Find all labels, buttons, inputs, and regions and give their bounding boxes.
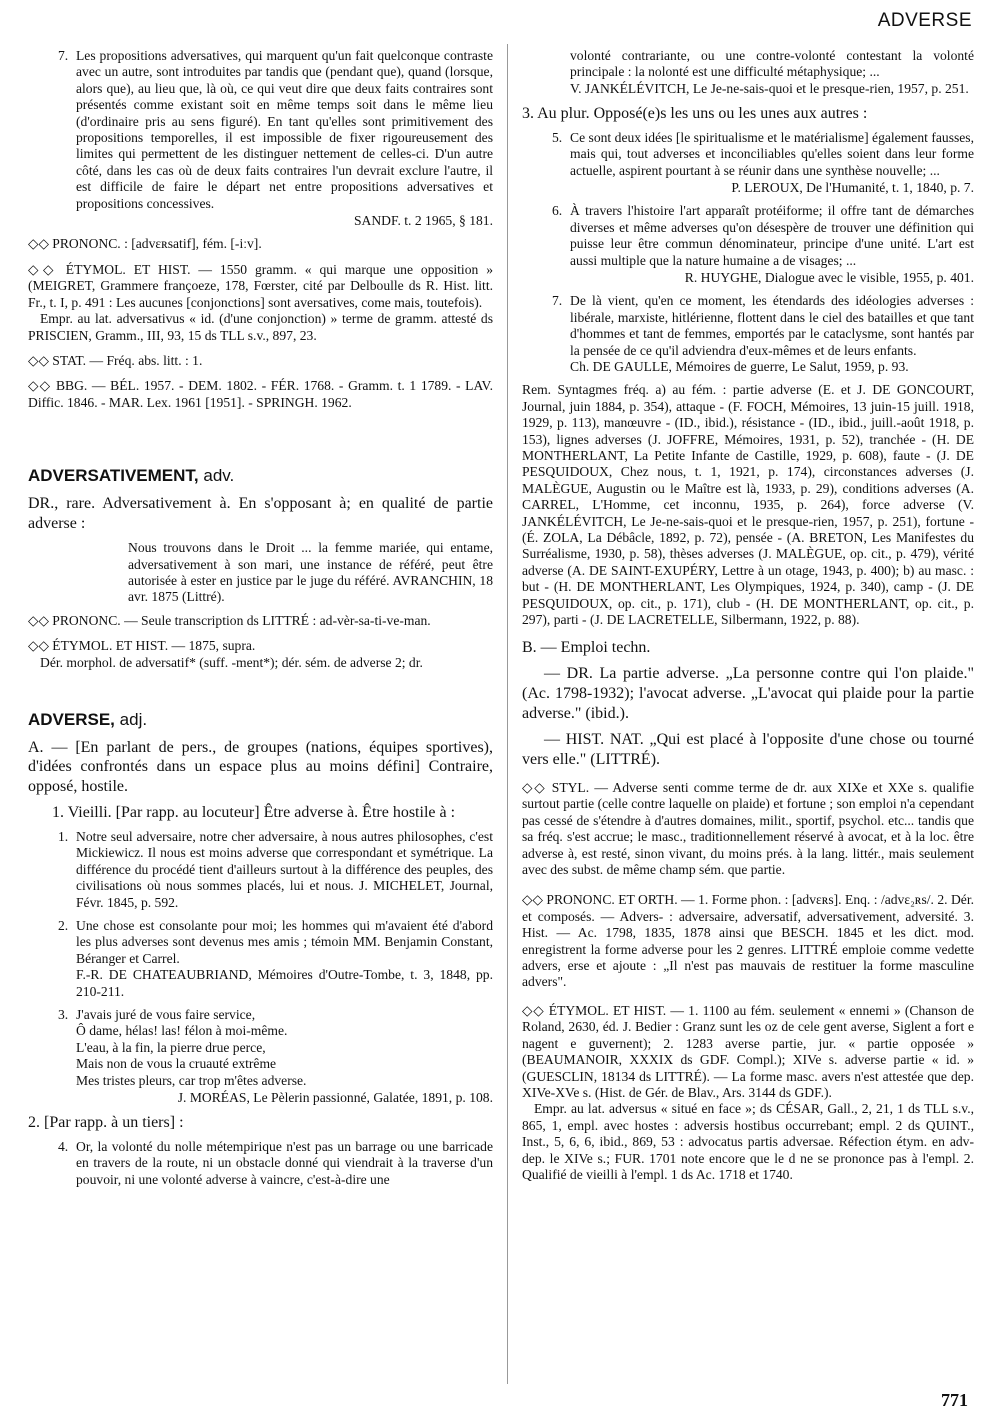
citation-source: P. LEROUX, De l'Humanité, t. 1, 1840, p. 7. xyxy=(731,179,974,195)
citation-source: F.-R. DE CHATEAUBRIAND, Mémoires d'Outre-Tombe, t. 3, 1848, pp. 210-211. xyxy=(76,967,493,999)
citation-3 xyxy=(28,1007,493,1106)
citation-text: De là vient, qu'en ce moment, les étendards des idéologies adverses : libérale, marxiste, hitlérienne, flottent dans le ciel des batailles et que tant d'hommes et tant de femmes, emportés par le cataclysme, sont hantés par la pensée de ce qu'il adviendra d'eux-mêmes et de leurs enfants. xyxy=(570,293,974,358)
verse-line: L'eau, à la fin, la pierre drue perce, xyxy=(76,1039,266,1055)
citation-number: 7. xyxy=(552,293,563,309)
citation-5 xyxy=(522,130,974,197)
subsection-1: 1. Vieilli. [Par rapp. au locuteur] Être adverse à. Être hostile à : xyxy=(52,804,456,822)
headword: ADVERSE, xyxy=(28,709,115,729)
prononc-section: ◇◇ PRONONC. ET ORTH. — 1. Forme phon. : [advɛʀs]. Enq. : /advɛ₂ʀs/. 2. Dér. et composés. — Advers- : adversaire, adversatif, adversativement, adversité. 3. Hist. — Ac. 1798, 1835, 1878 ainsi que BESCH. 1845 et les dict. mod. enregistrent la forme adverse pour les 2 genres. LITTRÉ emploie comme vedette advers, erse et ajoute : „Il n'est pas mauvais de restituer la forme masculine advers". xyxy=(522,892,974,990)
definition: DR., rare. Adversativement à. En s'opposant à; en qualité de partie adverse : xyxy=(28,495,493,532)
etymol-text: Empr. au lat. adversus « situé en face »; ds CÉSAR, Gall., 2, 21, 1 ds TLL s.v., 865, 1, empl. avec hostes : adversis hostibus occurrebant; empl. 2 ds QUINT., Inst., 5, 6, 6, ibid., 869, 53 : advocatus partis adversae. Réfection étym. en adv- dep. le XIVe s.; FUR. 1701 note encore que le d ne se prononce pas à l'empl. 2. Qualifié de vieilli à l'empl. 1 ds Ac. 1718 et 1740. xyxy=(522,1101,974,1182)
citation-4-continued xyxy=(522,48,974,97)
verse-line: Ô dame, hélas! las! félon à moi-même. xyxy=(76,1023,288,1039)
citation-number: 1. xyxy=(58,828,69,844)
etymol-section: ◇◇ ÉTYMOL. ET HIST. — 1875, supra. xyxy=(28,638,256,654)
citation-text: Une chose est consolante pour moi; les hommes qui m'avaient été d'abord les plus adverses sont devenus mes amis ; témoin MM. Benjamin Constant, Béranger et Carrel. xyxy=(76,918,493,966)
technical-use-dr: — DR. La partie adverse. „La personne contre qui l'on plaide." (Ac. 1798-1932); l'avocat adverse. „L'avocat qui plaide pour la partie adverse." (ibid.). xyxy=(522,665,974,722)
citation-text: Ce sont deux idées [le spiritualisme et le matérialisme] également fausses, mais qui, tout adverses et inconciliables qu'elles soient dans leur forme actuelle, aspirent pourtant à se réunir dans une synthèse nouvelle; ... xyxy=(570,129,974,178)
citation-7 xyxy=(522,293,974,375)
citation-4 xyxy=(28,1139,493,1188)
citation xyxy=(28,540,493,606)
verse-line: J'avais juré de vous faire service, xyxy=(76,1007,256,1023)
etymol-text: Dér. morphol. de adversatif* (suff. -ment*); dér. sém. de adverse 2; dr. xyxy=(40,654,423,670)
citation-text: Notre seul adversaire, notre cher adversaire, à nous autres philosophes, c'est Mickiewicz. Il nous est moins adverse que correspondant et symétrique. La différence du procédé tient d'ailleurs surtout à la différence des peuples, des civilisations où nous sommes placés, lui et nous. J. MICHELET, Journal, Févr. 1845, p. 592. xyxy=(76,828,493,910)
citation-source: J. MORÉAS, Le Pèlerin passionné, Galatée, 1891, p. 108. xyxy=(177,1090,493,1106)
citation-text: Or, la volonté du nolle métempirique n'est pas un barrage ou une barricade en travers de la route, ni un obstacle donné qui viendrait à la traverse d'un pouvoir, ni une volonté adverse à vaincre, c'est-à-dire une xyxy=(76,1138,493,1187)
part-of-speech: adv. xyxy=(203,466,235,486)
section-a: A. — [En parlant de pers., de groupes (nations, équipes sportives), d'idées confrontés dans un espace plus au moins défini] Contraire, opposé, hostile. xyxy=(28,738,493,795)
citation-number: 2. xyxy=(58,918,69,933)
citation-7 xyxy=(28,48,493,229)
part-of-speech: adj. xyxy=(119,709,148,729)
citation-source: V. JANKÉLÉVITCH, Le Je-ne-sais-quoi et le presque-rien, 1957, p. 251. xyxy=(570,80,969,96)
technical-use-hist-nat: — HIST. NAT. „Qui est placé à l'opposite d'une chose ou tourné vers elle." (LITTRÉ). xyxy=(522,731,974,768)
section-b: B. — Emploi techn. xyxy=(522,638,651,656)
citation-source: Ch. DE GAULLE, Mémoires de guerre, Le Salut, 1959, p. 93. xyxy=(570,359,909,374)
etymol-section: ◇◇ ÉTYMOL. ET HIST. — 1550 gramm. « qui marque une opposition » (MEIGRET, Grammere françoeze, 178, Fœrster, cité par Delboulle ds R. Hist. litt. Fr., t. I, p. 491 : Les aucunes [conjonctions] sont aversatives, come mais, toutefois). xyxy=(28,261,493,310)
styl-section: ◇◇ STYL. — Adverse senti comme terme de dr. aux XIXe et XXe s. qualifie surtout partie (celle contre laquelle on plaide) et fortune ; son emploi n'a cependant pas cessé de s'étendre à d'autres domaines, milit., sportif, psychol. etc... tandis que sa fréq. s'est accrue; le masc., traditionnellement réservé à avocat, et à la loc. être adverse à, est resté, sinon vivant, du moins prés. à la lang. littér., mais seulement avec des subst. de même champ sém. que partie. xyxy=(522,780,974,878)
subsection-2: 2. [Par rapp. à un tiers] : xyxy=(28,1114,184,1132)
citation-source: R. HUYGHE, Dialogue avec le visible, 1955, p. 401. xyxy=(684,269,974,285)
verse-line: Mais non de vous la cruauté extrême xyxy=(76,1056,277,1072)
verse-line: Mes tristes pleurs, car trop m'êtes adverse. xyxy=(76,1072,307,1088)
stat-section: ◇◇ STAT. — Fréq. abs. litt. : 1. xyxy=(28,352,203,368)
citation-text: Les propositions adversatives, qui marquent qu'un fait quelconque contraste avec un autre, sont introduites par tandis que (pendant que), quand (lorsque, alors que), au lieu que, là où, ce qui veut dire que deux faits contraires sont présentés comme existant soit en même temps soit dans le même lieu (d'ordinaire pris au sens figuré). En tant qu'elles sont primitivement des propositions temporelles, il est impossible de fixer rigoureusement des limites qui permettent de les distinguer nettement de celles-ci. D'un autre côté, dans les cas où de deux faits contraires l'un devrait exclure l'autre, il est difficile de faire le départ net entre propositions adversatives et propositions concessives. xyxy=(76,48,493,211)
column-rule xyxy=(507,44,508,1384)
citation-text: Nous trouvons dans le Droit ... la femme mariée, qui entame, adversativement à son mari, une instance de référé, peut être autorisée à ester en justice par le juge du référé. AVRANCHIN, 18 avr. 1875 (Littré). xyxy=(128,540,493,605)
headword: ADVERSATIVEMENT, xyxy=(28,466,199,486)
citation-number: 4. xyxy=(58,1138,69,1154)
citation-number: 5. xyxy=(552,129,563,145)
entry-headword-adverse xyxy=(28,710,493,730)
citation-number: 3. xyxy=(58,1007,69,1023)
citation-source: SANDF. t. 2 1965, § 181. xyxy=(353,213,493,229)
subsection-3: 3. Au plur. Opposé(e)s les uns ou les unes aux autres : xyxy=(522,105,868,123)
citation-number: 7. xyxy=(58,48,69,63)
citation-6 xyxy=(522,203,974,286)
citation-number: 6. xyxy=(552,203,563,219)
citation-text: volonté contrariante, ou une contre-volonté contestant la volonté principale : la nolonté est une difficulté métaphysique; ... xyxy=(570,48,974,80)
etymol-section: ◇◇ ÉTYMOL. ET HIST. — 1. 1100 au fém. seulement « ennemi » (Chanson de Roland, 2630, éd. J. Bedier : Granz sunt les oz de cele gent averse, Siglent a fort e nagent e guvernent); 2. 1283 averse partie, jur. « partie opposée » (BEAUMANOIR, XXXIX ds GDF. Compl.); XIVe s. adverse partie « id. » (GUESCLIN, 18134 ds LITTRÉ). — La forme masc. avers n'est attestée que dep. XIVe-XVe s. (Hist. de Gér. de Blav., Ars. 3144 ds GDF.). xyxy=(522,1002,974,1100)
prononc-section: ◇◇ PRONONC. : [advɛʀsatif], fém. [-iːv]. xyxy=(28,236,262,252)
right-column xyxy=(522,48,974,1192)
citation-2 xyxy=(28,918,493,1000)
prononc-section: ◇◇ PRONONC. — Seule transcription ds LITTRÉ : ad-vèr-sa-ti-ve-man. xyxy=(28,612,431,628)
left-column xyxy=(28,48,493,1195)
running-head: ADVERSE xyxy=(877,10,972,31)
remark: Rem. Syntagmes fréq. a) au fém. : partie adverse (E. et J. DE GONCOURT, Journal, juin 1884, p. 354), attaque - (F. FOCH, Mémoires, 13 juin-15 juill. 1918, 1929, p. 113), manœuvre - (ID., ibid.), résistance - (ID., ibid., juill.-août 1918, p. 153), lignes adverses (J. JOFFRE, Mémoires, 1931, p. 52), tranchée - (H. DE MONTHERLANT, La Petite Infante de Castille, 1929, p. 608), faute - (J. DE PESQUIDOUX, Chez nous, t. 1, 1921, p. 174), circonstances adverses (J. MALÈGUE, Augustin ou le Maître est là, 1933, p. 29), conditions adverses (A. CARREL, L'Homme, cet inconnu, 1935, p. 264), force adverse (V. JANKÉLÉVITCH, Le Je-ne-sais-quoi et le presque-rien, 1957, p. 251), fortune - (É. ZOLA, La Débâcle, 1892, p. 72), pensée - (A. BRETON, Les Manifestes du Surréalisme, 1930, p. 58), thèses adverses (J. MALÈGUE, op. cit., p. 479), vérité adverse (A. DE SAINT-EXUPÉRY, Lettre à un otage, 1943, p. 400); b) au masc. : but - (H. DE MONTHERLANT, Les Olympiques, 1924, p. 340), camp - (J. DE PESQUIDOUX, op. cit., p. 171), club - (H. DE MONTHERLANT, op. cit., p. 297), parti - (J. DE LACRETELLE, Silbermann, 1922, p. 88). xyxy=(522,382,974,628)
citation-text: À travers l'histoire l'art apparaît protéiforme; il offre tant de démarches diverses et même adverses qu'on désespère de trouver une définition qui puisse leur être commun dénominateur, principe d'une unité. L'art est aussi multiple que la nature humaine a de visages; ... xyxy=(570,203,974,268)
etymol-text: Empr. au lat. adversativus « id. (d'une conjonction) » terme de gramm. attesté ds PRISCIEN, Gramm., III, 93, 15 ds TLL s.v., 897, 23. xyxy=(28,311,493,343)
page-number: 771 xyxy=(941,1390,968,1410)
citation-1 xyxy=(28,829,493,911)
entry-headword-adversativement xyxy=(28,466,493,486)
bbg-section: ◇◇ BBG. — BÉL. 1957. - DEM. 1802. - FÉR. 1768. - Gramm. t. 1 1789. - LAV. Diffic. 1846. - MAR. Lex. 1961 [1951]. - SPRINGH. 1962. xyxy=(28,378,493,410)
